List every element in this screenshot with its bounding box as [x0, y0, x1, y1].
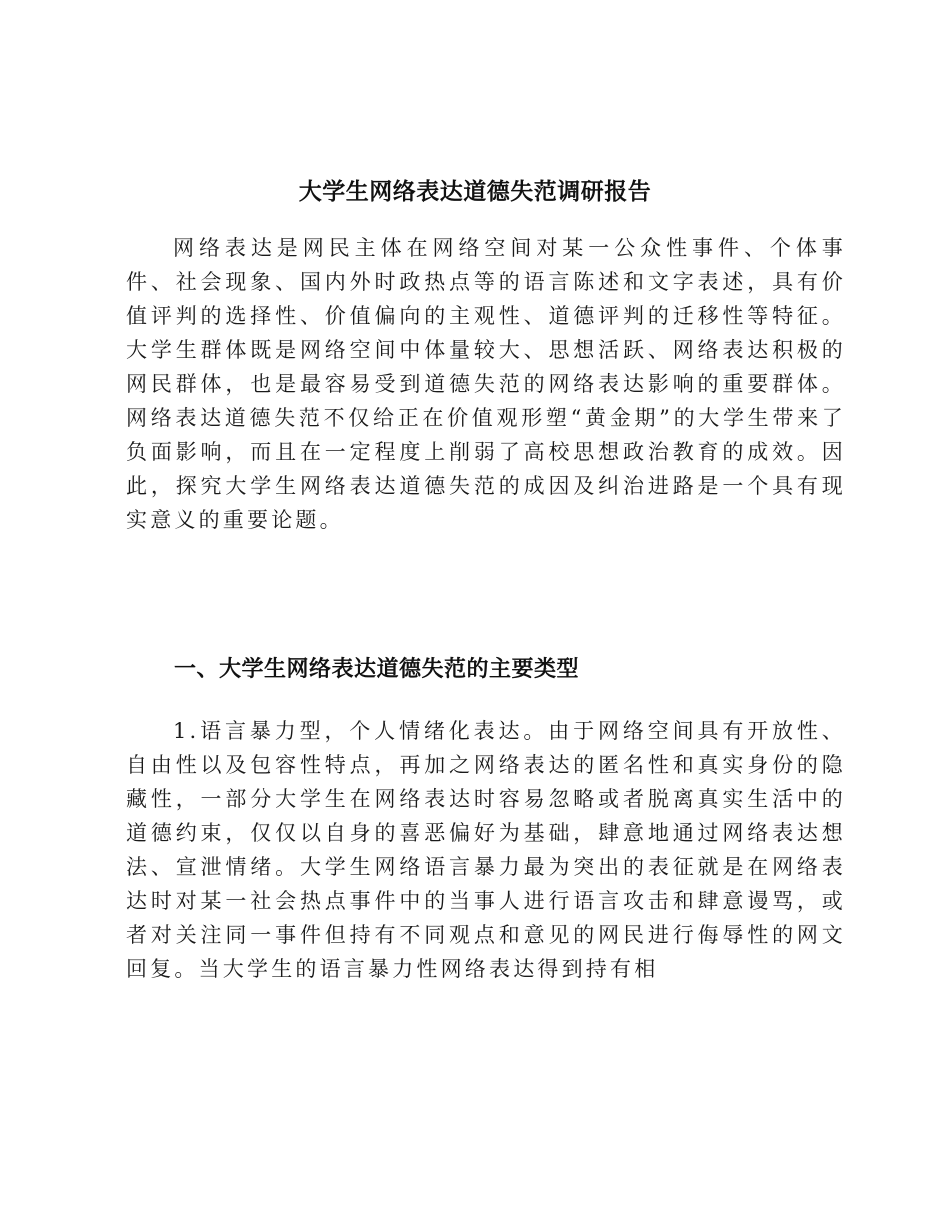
intro-paragraph: 网络表达是网民主体在网络空间对某一公众性事件、个体事件、社会现象、国内外时政热点等的语言陈述和文字表述，具有价值评判的选择性、价值偏向的主观性、道德评判的迁移性等特征。大学生群体既是网络空间中体量较大、思想活跃、网络表达积极的网民群体，也是最容易受到道德失范的网络表达影响的重要群体。网络表达道德失范不仅给正在价值观形塑“黄金期”的大学生带来了负面影响，而且在一定程度上削弱了高校思想政治教育的成效。因此，探究大学生网络表达道德失范的成因及纠治进路是一个具有现实意义的重要论题。 — [126, 236, 846, 532]
document-title: 大学生网络表达道德失范调研报告 — [298, 178, 652, 205]
section-paragraph: 1.语言暴力型，个人情绪化表达。由于网络空间具有开放性、自由性以及包容性特点，再加之网络表达的匿名性和真实身份的隐藏性，一部分大学生在网络表达时容易忽略或者脱离真实生活中的道德约束，仅仅以自身的喜恶偏好为基础，肆意地通过网络表达想法、宣泄情绪。大学生网络语言暴力最为突出的表征就是在网络表达时对某一社会热点事件中的当事人进行语言攻击和肆意谩骂，或者对关注同一事件但持有不同观点和意见的网民进行侮辱性的网文回复。当大学生的语言暴力性网络表达得到持有相 — [126, 719, 846, 981]
section-heading: 一、大学生网络表达道德失范的主要类型 — [174, 657, 580, 682]
